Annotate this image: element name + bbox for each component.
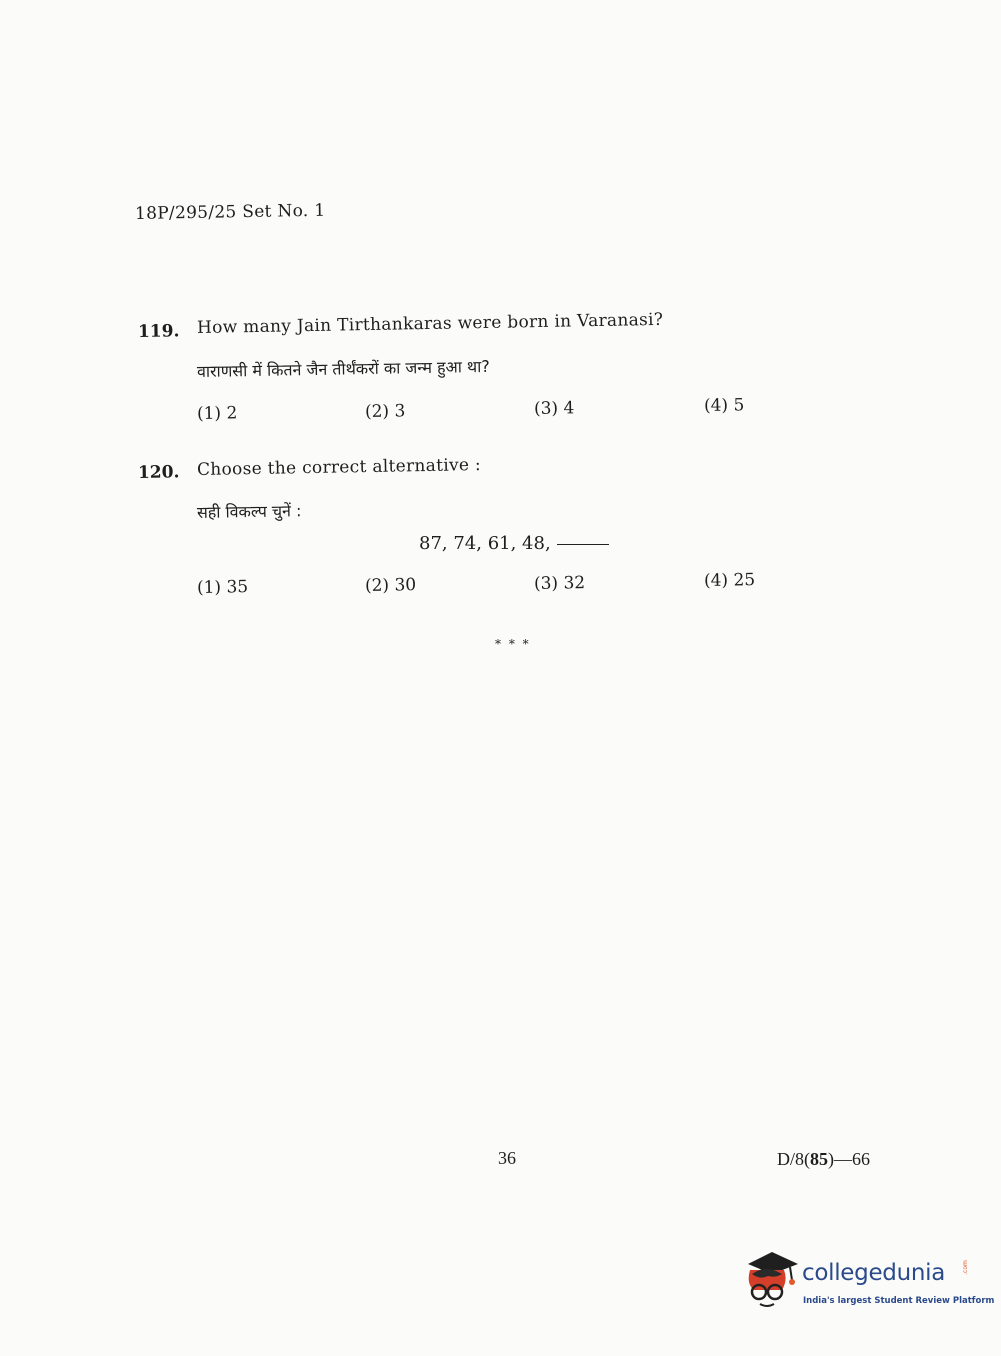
question-text: How many Jain Tirthankaras were born in Varanasi? [196, 309, 664, 338]
logo-tagline: India's largest Student Review Platform [803, 1296, 995, 1306]
end-marker: * * * [495, 637, 531, 651]
option-3: (3) 4 [533, 398, 575, 419]
option-4: (4) 5 [703, 395, 745, 416]
question-number: 120. [137, 462, 180, 483]
question-text-hindi: सही विकल्प चुनें : [196, 501, 302, 522]
set-number: 18P/295/25 Set No. 1 [134, 200, 326, 224]
option-1: (1) 2 [196, 403, 238, 424]
number-series [419, 533, 609, 554]
option-1: (1) 35 [196, 577, 249, 598]
question-text-hindi: वाराणसी में कितने जैन तीर्थंकरों का जन्म हुआ था? [196, 356, 490, 381]
blank-line [557, 544, 609, 545]
collegedunia-logo [742, 1250, 995, 1320]
option-2: (2) 30 [364, 575, 417, 596]
logo-wordmark: collegedunia [802, 1260, 946, 1286]
option-4: (4) 25 [703, 570, 756, 591]
option-2: (2) 3 [364, 401, 406, 422]
option-3: (3) 32 [533, 573, 586, 594]
series-values: 87, 74, 61, 48, [419, 533, 551, 554]
paper-code: D/8(85)—66 [777, 1149, 870, 1169]
question-text: Choose the correct alternative : [196, 455, 482, 480]
question-number: 119. [137, 321, 180, 342]
page-number: 36 [498, 1148, 516, 1168]
logo-com: .com [961, 1260, 969, 1275]
mascot-icon [742, 1250, 800, 1312]
